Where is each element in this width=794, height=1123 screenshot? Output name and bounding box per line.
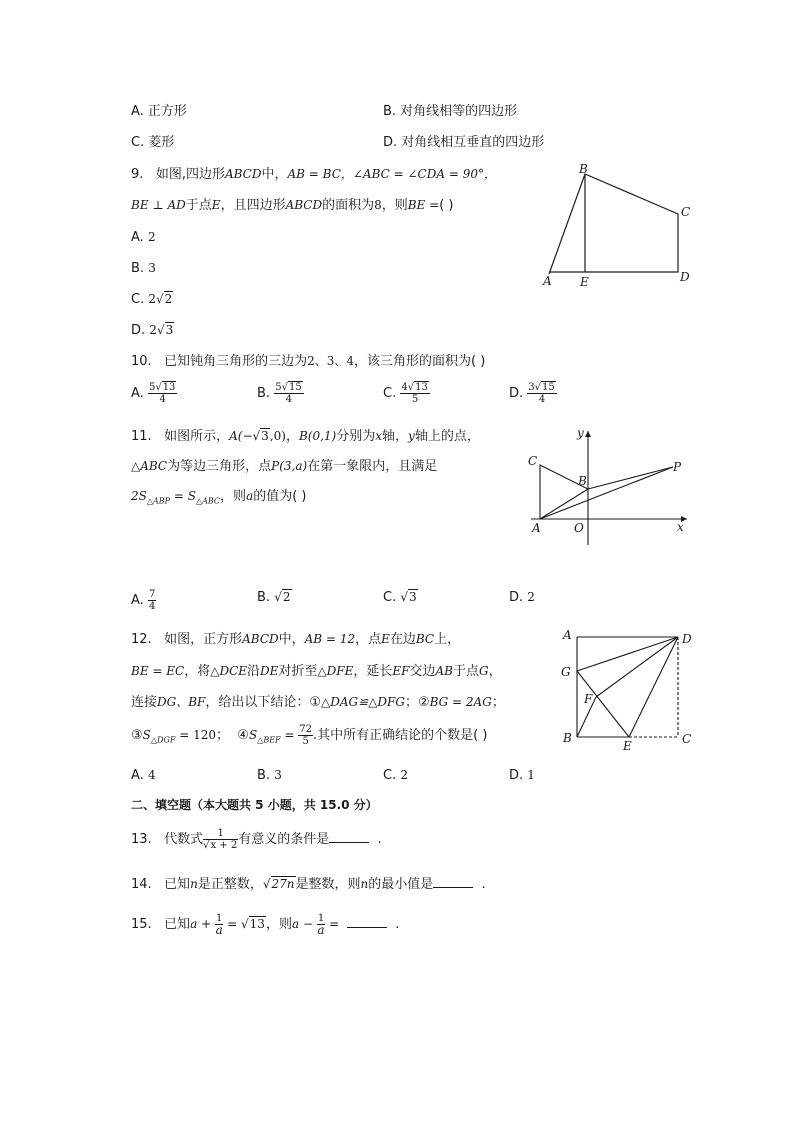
q12-text: ④ [237, 728, 249, 743]
q12-text: 上， [434, 632, 461, 647]
q12-math: AB = 12 [304, 632, 356, 646]
option-radicand: 3 [165, 323, 174, 337]
q9-option-c: C. 2√2 [131, 292, 173, 307]
q12-segment-df [596, 637, 678, 697]
q11-math: y [408, 429, 415, 443]
q14-text: 是整数，则 [295, 877, 361, 892]
q12-text: ； [491, 695, 505, 710]
q13-line: 13. 代数式 $\frac{1}{√x + 2}$ 有意义的条件是 . [131, 828, 382, 851]
q12-math: S [248, 728, 258, 742]
q12-text: 连接 [131, 695, 158, 710]
q9-math: BE ⊥ AD [131, 198, 186, 212]
q9-figure [540, 160, 700, 290]
option-value: 3 [274, 768, 282, 782]
q15-text: ，则 [265, 917, 292, 932]
q11-label-b: B [578, 474, 587, 488]
option-letter: C. [383, 386, 397, 401]
q11-math: B(0,1) [298, 429, 337, 443]
q11-math: △ABC [195, 496, 221, 506]
q11-segment-bp [588, 467, 673, 489]
q9-label-e: E [580, 275, 589, 289]
q11-math: x [375, 429, 383, 443]
q9-text: ，则 [381, 198, 408, 213]
q10-text: ，该三角形的面积为( ) [354, 354, 486, 369]
q11-label-y: y [577, 426, 584, 440]
q12-math: △BEF [257, 735, 281, 745]
q11-math: a [246, 489, 254, 503]
q11-text: 为等边三角形，点 [167, 459, 272, 474]
q10-option-b: B. $\frac{5√15}{4}$ [257, 382, 302, 405]
q12-text: ，延长 [353, 664, 393, 679]
q14-math: n [360, 877, 369, 891]
q11-math: ,0) [269, 429, 286, 443]
q10-math: 2、3、4 [307, 354, 355, 368]
q12-math: = 120 [175, 728, 216, 742]
q12-text: 如图，正方形 [164, 632, 243, 647]
option-letter: A. [131, 593, 144, 608]
q11-math: △ABC [131, 459, 168, 473]
q12-text: ，点 [355, 632, 382, 647]
option-value: 1 [527, 768, 535, 782]
q11-text: ， [285, 429, 299, 444]
option-letter: D. [131, 323, 146, 338]
q12-text: ， [488, 664, 502, 679]
q15-math: 13 [249, 917, 265, 931]
q13-text: 代数式 [164, 832, 204, 847]
q12-text: ； [216, 728, 230, 743]
q10-number: 10. [131, 354, 152, 369]
q13-answer-blank[interactable] [329, 830, 369, 843]
q14-number: 14. [131, 877, 152, 892]
q15-line: 15. 已知a + $\frac{1}{a}$ = √13，则a − $\frac{1}{a}$ = . [131, 913, 400, 937]
q14-line: 14. 已知n是正整数，√27n是整数，则n的最小值是 . [131, 877, 486, 892]
q12-math: EF [392, 664, 410, 678]
option-value: 2 [147, 230, 156, 244]
q9-text: 如图,四边形 [155, 167, 225, 182]
q15-math: a − [291, 917, 317, 931]
q11-text: 在第一象限内，且满足 [307, 459, 438, 474]
q15-text: 已知 [164, 917, 191, 932]
q11-line2 [131, 458, 437, 475]
q12-label-f: F [584, 692, 593, 706]
q9-number: 9. [131, 167, 144, 182]
q12-math: BC [415, 632, 435, 646]
q12-number: 12. [131, 632, 152, 647]
section-heading-fill-in: 二、填空题（本大题共 5 小题，共 15.0 分） [131, 798, 378, 812]
q12-line3 [131, 694, 505, 711]
q13-text: . [377, 832, 382, 847]
option-letter: B. [257, 590, 271, 605]
q12-math: BG = 2AG [429, 695, 492, 709]
q11-option-b: B. √2 [257, 590, 291, 605]
option-letter: C. [131, 292, 145, 307]
q9-option-d: D. 2√3 [131, 323, 174, 338]
q15-math: = [223, 917, 242, 931]
q12-line1 [131, 631, 460, 648]
q14-math: n [190, 877, 198, 891]
q11-label-o: O [574, 521, 584, 535]
q12-label-d: D [682, 632, 692, 646]
q10-option-c: C. $\frac{4√13}{5}$ [383, 382, 428, 405]
q12-math: DE [260, 664, 279, 678]
q12-text: 在边 [389, 632, 416, 647]
q14-answer-blank[interactable] [433, 875, 473, 888]
option-value: 3 [148, 261, 156, 275]
q12-label-g: G [561, 665, 571, 679]
q11-text: 分别为 [336, 429, 376, 444]
q12-math: G [479, 664, 489, 678]
q9-math: BE = [407, 198, 440, 212]
q12-math: AB [435, 664, 453, 678]
option-letter: C. [383, 590, 397, 605]
option-letter: A. [131, 768, 144, 783]
q9-option-a [131, 229, 156, 246]
q9-math: E [211, 198, 221, 212]
q12-figure [555, 625, 705, 755]
q11-text: ，则 [220, 489, 247, 504]
q11-math: △ABP [146, 496, 171, 506]
q8-option-a: A. 正方形 [131, 104, 187, 119]
option-letter: B. [257, 768, 271, 783]
q14-text: . [481, 877, 486, 892]
q9-option-b [131, 260, 156, 277]
q11-label-p: P [673, 460, 682, 474]
q11-text: 的值为( ) [253, 489, 307, 504]
q12-label-c: C [682, 732, 692, 746]
q11-label-x: x [677, 520, 684, 534]
option-value: 2 [400, 768, 408, 782]
q12-text: 对折至 [278, 664, 318, 679]
option-value: 4 [147, 768, 156, 782]
q9-line1 [131, 166, 496, 183]
q13-number: 13. [131, 832, 152, 847]
q15-answer-blank[interactable] [347, 915, 387, 928]
q11-line3 [131, 488, 307, 510]
q12-text: ，给出以下结论：① [205, 695, 322, 710]
q12-text: 沿 [247, 664, 261, 679]
q12-segment-de [629, 637, 678, 737]
q12-label-a: A [563, 628, 572, 642]
q11-option-c: C. √3 [383, 590, 417, 605]
q12-option-c [383, 767, 408, 784]
q14-math: 27n [271, 877, 295, 891]
q12-math: = [280, 728, 299, 742]
q11-option-a: A. $\frac{7}{4}$ [131, 589, 156, 612]
q12-math: △DAG≌△DFG [321, 695, 405, 709]
option-value: 2 [527, 590, 535, 604]
q12-math: DG、BF [157, 695, 206, 709]
q9-math: 8 [374, 198, 382, 212]
q9-label-b: B [579, 162, 588, 176]
q12-text: ；② [404, 695, 430, 710]
q12-math: BE = EC [131, 664, 185, 678]
q12-math: △DFE [317, 664, 354, 678]
q11-option-d [509, 589, 535, 606]
q12-text: 于点 [452, 664, 479, 679]
q11-y-arrow [585, 431, 591, 437]
q12-line4: $③S_{\triangle DGF} = 120$； $④S_{\triangle BEF}$ = $\frac{72}{5}$ .其中所有正确结论的个数是( ) [131, 724, 488, 747]
q12-text: ，将 [184, 664, 211, 679]
q13-text: 有意义的条件是 [238, 832, 330, 847]
q12-math: △DCE [210, 664, 248, 678]
q11-math: A(− [229, 429, 253, 443]
q12-segment-dg [577, 637, 678, 671]
q9-math: ABCD [285, 198, 323, 212]
q15-text: . [395, 917, 400, 932]
q12-label-b: B [563, 731, 572, 745]
q9-math: AB = BC，∠ABC = ∠CDA = 90°， [287, 167, 496, 181]
option-letter: B. [257, 386, 271, 401]
q10-option-d: D. $\frac{3√15}{4}$ [509, 382, 555, 405]
q15-number: 15. [131, 917, 152, 932]
q12-text: 中， [278, 632, 305, 647]
q15-math: = [325, 917, 343, 931]
q14-text: 已知 [164, 877, 191, 892]
q11-label-a: A [532, 521, 541, 535]
q15-math: a + [190, 917, 215, 931]
q11-number: 11. [131, 429, 152, 444]
q11-math: P(3,a) [271, 459, 308, 473]
q9-text: ( ) [439, 198, 454, 213]
q14-text: 的最小值是 [368, 877, 434, 892]
option-letter: A. [131, 230, 144, 245]
q9-text: ，且四边形 [220, 198, 286, 213]
q11-math: 3 [261, 429, 269, 443]
q8-option-d: D. 对角线相互垂直的四边形 [383, 135, 545, 150]
q12-math: ABCD [242, 632, 279, 646]
q12-option-d [509, 767, 535, 784]
q11-text: 如图所示， [164, 429, 230, 444]
q10-option-a: A. $\frac{5√13}{4}$ [131, 382, 176, 405]
q8-option-b: B. 对角线相等的四边形 [383, 104, 518, 119]
q11-figure [525, 425, 695, 550]
option-letter: B. [131, 261, 145, 276]
option-letter: C. [383, 768, 397, 783]
option-radicand: 3 [409, 590, 417, 604]
q9-line2 [131, 197, 454, 214]
option-radicand: 2 [282, 590, 291, 604]
q12-option-a [131, 767, 156, 784]
q11-text: 轴上的点， [414, 429, 480, 444]
q9-label-a: A [543, 274, 552, 288]
q9-text: 中， [261, 167, 288, 182]
q10-text: 已知钝角三角形的三边为 [164, 354, 308, 369]
q12-text: 交边 [409, 664, 436, 679]
option-letter: D. [509, 768, 524, 783]
q9-quadrilateral [549, 174, 678, 274]
q10-stem [131, 353, 485, 370]
q12-line2 [131, 663, 502, 680]
q9-text: 于点 [185, 198, 212, 213]
q12-text: .其中所有正确结论的个数是( ) [313, 728, 488, 743]
option-value: 2 [148, 292, 156, 306]
option-letter: A. [131, 386, 144, 401]
q12-option-b [257, 767, 282, 784]
option-radicand: 2 [164, 292, 173, 306]
q12-label-e: E [623, 739, 632, 753]
option-value: 2 [149, 323, 157, 337]
q11-text: 轴， [382, 429, 409, 444]
q9-text: 的面积为 [322, 198, 375, 213]
option-letter: D. [509, 386, 524, 401]
q12-math: S [142, 728, 151, 742]
q14-text: 是正整数， [197, 877, 263, 892]
q11-label-c: C [528, 454, 538, 468]
q9-label-d: D [680, 270, 690, 284]
q12-math: △DGF [150, 735, 176, 745]
q11-math: 2S [131, 489, 147, 503]
q11-math: = S [170, 489, 196, 503]
q9-label-c: C [681, 205, 691, 219]
q9-math: ABCD [224, 167, 262, 181]
q11-line1: 11. 如图所示，A(−√3,0)，B(0,1)分别为x轴，y轴上的点， [131, 429, 480, 444]
q12-math: E [381, 632, 390, 646]
q12-text: ③ [131, 728, 143, 743]
q8-option-c: C. 菱形 [131, 135, 175, 150]
option-letter: D. [509, 590, 524, 605]
